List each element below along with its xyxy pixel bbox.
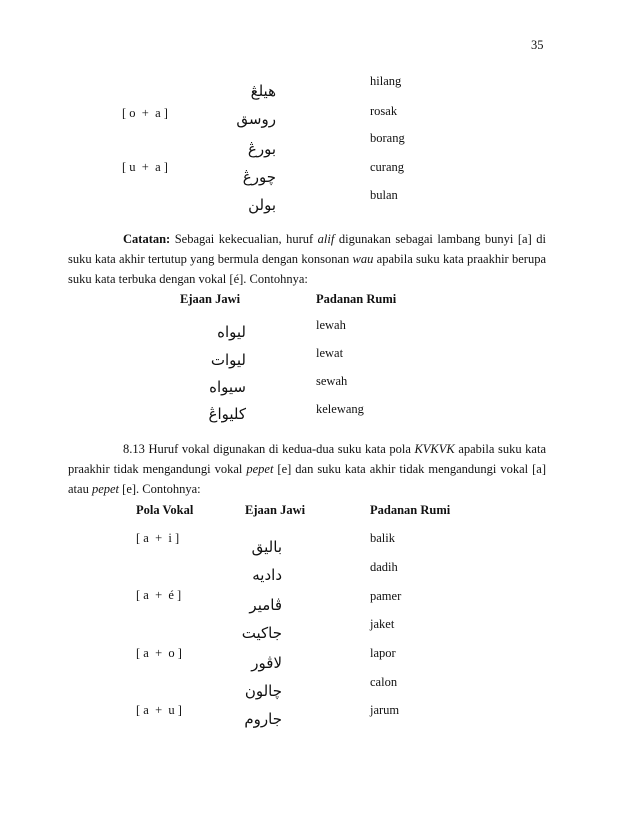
jawi-cell: كليواڠ xyxy=(208,405,246,423)
jawi-cell: ليوات xyxy=(210,351,246,369)
header-ejaan-jawi: Ejaan Jawi xyxy=(245,503,306,517)
jawi-cell: جاروم xyxy=(244,710,282,728)
note-alif: alif xyxy=(317,232,335,246)
rumi-cell: bulan xyxy=(370,188,398,202)
rumi-cell: lewat xyxy=(316,346,344,360)
section-number: 8.13 xyxy=(123,442,145,456)
header-pola-vokal: Pola Vokal xyxy=(136,503,194,517)
jawi-cell: باليق xyxy=(251,538,282,556)
jawi-cell: هيلڠ xyxy=(250,82,276,100)
pola-cell: [ a + é ] xyxy=(136,588,182,602)
note-label: Catatan: xyxy=(123,232,171,246)
pola-cell: [ o + a ] xyxy=(122,106,168,120)
section-text-3: [e] dan suku kata akhir tidak mengandungi vokal [a] atau xyxy=(68,462,546,496)
rumi-cell: borang xyxy=(370,131,405,145)
pola-cell: [ a + u ] xyxy=(136,703,182,717)
page-number: 35 xyxy=(531,38,544,52)
rumi-cell: jarum xyxy=(370,703,400,717)
jawi-cell: داديه xyxy=(252,566,282,584)
rumi-cell: dadih xyxy=(370,560,398,574)
rumi-cell: sewah xyxy=(316,374,348,388)
note-text-1: Sebagai kekecualian, huruf xyxy=(170,232,318,246)
jawi-cell: لاڤور xyxy=(251,654,282,672)
rumi-cell: calon xyxy=(370,675,398,689)
note-wau: wau xyxy=(352,252,374,266)
jawi-cell: روسق xyxy=(236,110,276,128)
note-text-2: digunakan sebagai lambang bunyi [a] di suku kata akhir tertutup yang bermula dengan konsonan xyxy=(68,232,546,266)
pola-cell: [ a + i ] xyxy=(136,531,180,545)
rumi-cell: curang xyxy=(370,160,405,174)
rumi-cell: lewah xyxy=(316,318,346,332)
pola-cell: [ u + a ] xyxy=(122,160,168,174)
header-padanan-rumi: Padanan Rumi xyxy=(370,503,451,517)
header-padanan-rumi: Padanan Rumi xyxy=(316,292,397,306)
rumi-cell: kelewang xyxy=(316,402,364,416)
section-text-4: [e]. Contohnya: xyxy=(119,482,201,496)
section-text-2: apabila suku kata praakhir tidak mengandungi vokal xyxy=(68,442,546,476)
section-kvkvk: KVKVK xyxy=(414,442,455,456)
section-pepet-2: pepet xyxy=(91,482,120,496)
note-text-3: apabila suku kata praakhir berupa suku kata terbuka dengan vokal [é]. Contohnya: xyxy=(68,252,546,286)
note-paragraph xyxy=(68,229,546,289)
rumi-cell: hilang xyxy=(370,74,402,88)
jawi-cell: جاكيت xyxy=(241,624,282,642)
jawi-cell: ليواه xyxy=(217,323,246,341)
jawi-cell: چالون xyxy=(244,682,282,700)
rumi-cell: lapor xyxy=(370,646,396,660)
jawi-cell: بولن xyxy=(248,196,276,214)
jawi-cell: بورڠ xyxy=(247,140,276,158)
section-text-1: Huruf vokal digunakan di kedua-dua suku kata pola xyxy=(144,442,415,456)
section-paragraph xyxy=(68,439,546,499)
pola-cell: [ a + o ] xyxy=(136,646,182,660)
rumi-cell: balik xyxy=(370,531,395,545)
jawi-cell: چورڠ xyxy=(242,168,276,186)
jawi-cell: سيواه xyxy=(209,378,246,396)
section-pepet-1: pepet xyxy=(246,462,274,476)
header-ejaan-jawi: Ejaan Jawi xyxy=(180,292,241,306)
jawi-cell: ڤامير xyxy=(249,596,282,614)
rumi-cell: pamer xyxy=(370,589,402,603)
rumi-cell: jaket xyxy=(370,617,395,631)
rumi-cell: rosak xyxy=(370,104,398,118)
